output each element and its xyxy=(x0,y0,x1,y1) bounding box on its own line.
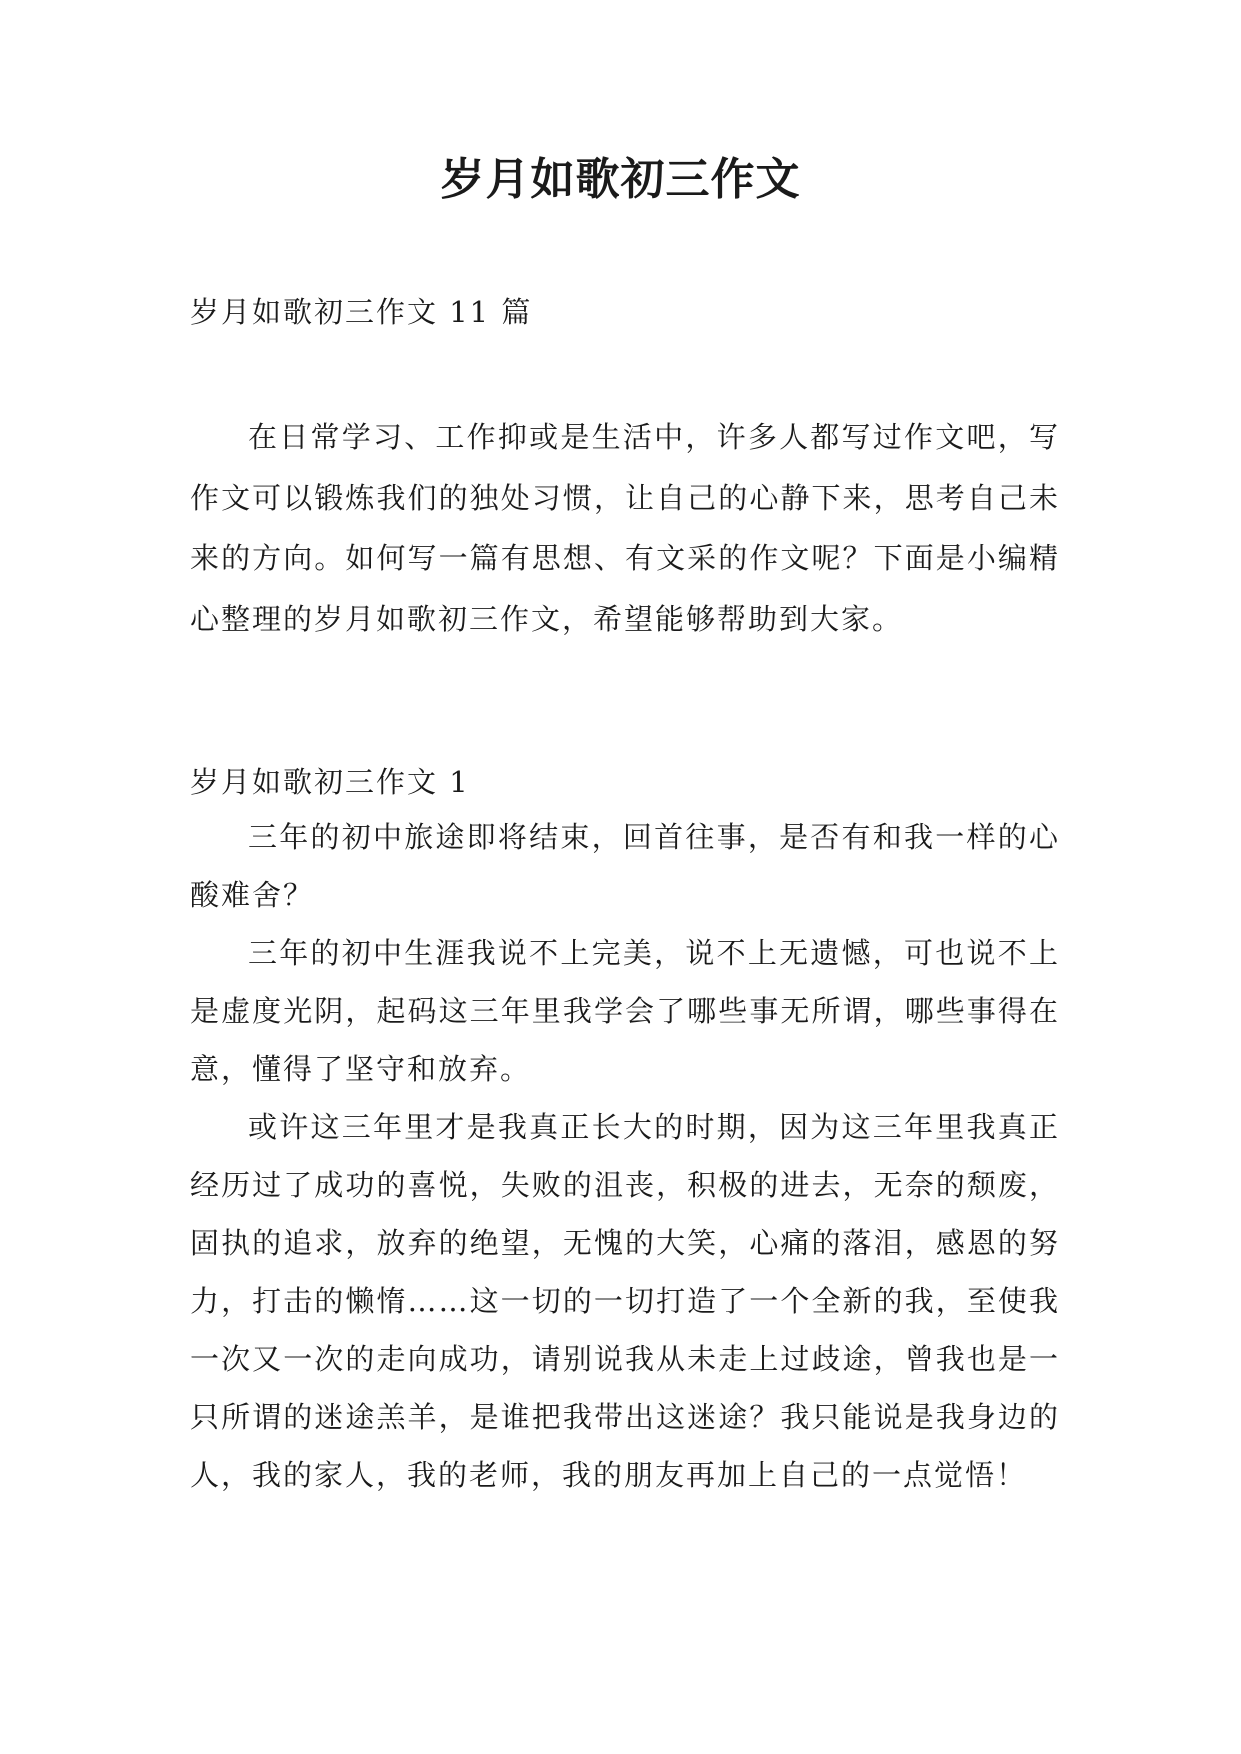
essay-paragraph: 三年的初中旅途即将结束，回首往事，是否有和我一样的心酸难舍？ xyxy=(190,820,1060,912)
section-heading: 岁月如歌初三作文 1 xyxy=(190,765,470,799)
essay-paragraph: 或许这三年里才是我真正长大的时期，因为这三年里我真正经历过了成功的喜悦，失败的沮丧，积极的进去，无奈的颓废，固执的追求，放弃的绝望，无愧的大笑，心痛的落泪，感恩的努力，打击的懒惰……这一切的一切打造了一个全新的我，至使我一次又一次的走向成功，请别说我从未走上过歧途，曾我也是一只所谓的迷途羔羊，是谁把我带出这迷途？我只能说是我身边的人，我的家人，我的老师，我的朋友再加上自己的一点觉悟！ xyxy=(190,1110,1060,1492)
document-title: 岁月如歌初三作文 xyxy=(440,154,801,205)
essay-paragraph: 三年的初中生涯我说不上完美，说不上无遗憾，可也说不上是虚度光阴，起码这三年里我学会了哪些事无所谓，哪些事得在意，懂得了坚守和放弃。 xyxy=(190,936,1060,1086)
essay-body xyxy=(190,808,1060,1504)
document-subtitle: 岁月如歌初三作文 11 篇 xyxy=(190,295,533,329)
intro-paragraph: 在日常学习、工作抑或是生活中，许多人都写过作文吧，写作文可以锻炼我们的独处习惯，让自己的心静下来，思考自己未来的方向。如何写一篇有思想、有文采的作文呢？下面是小编精心整理的岁月如歌初三作文，希望能够帮助到大家。 xyxy=(190,420,1060,636)
